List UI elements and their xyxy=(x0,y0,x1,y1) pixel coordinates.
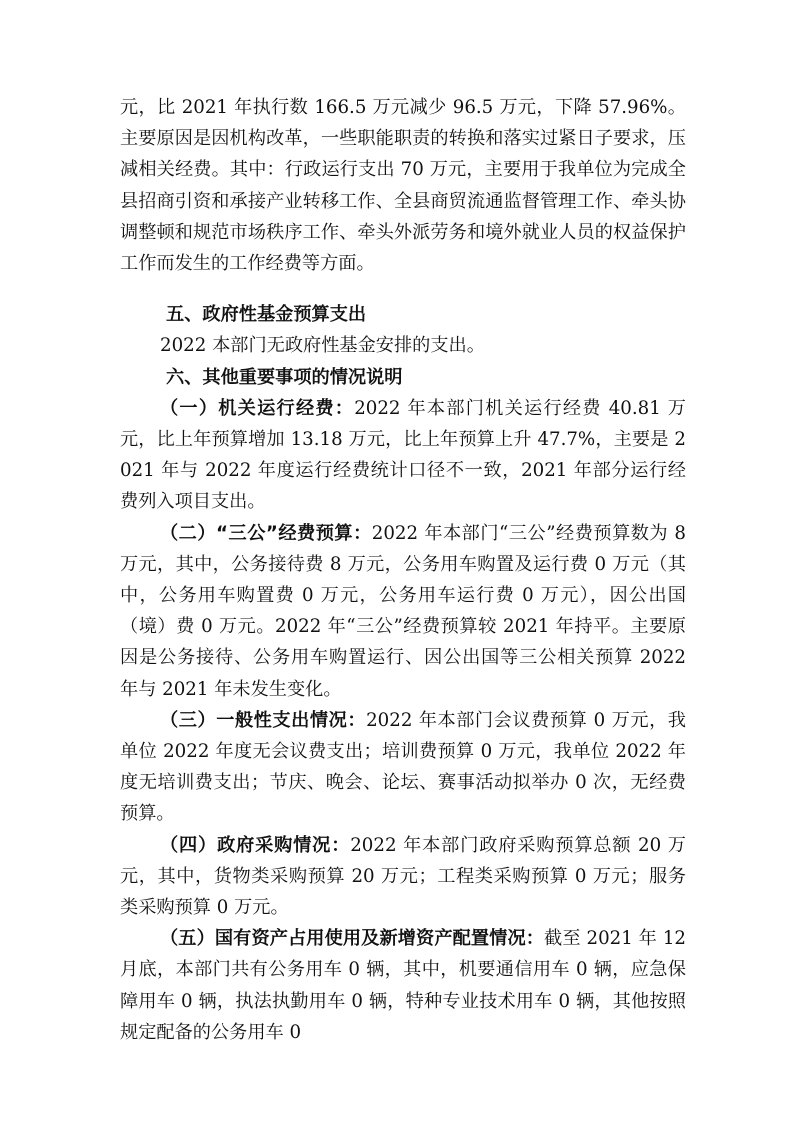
paragraph-gap xyxy=(120,279,686,299)
paragraph-general-expenditure xyxy=(120,705,686,830)
text-state-assets: 截至 2021 年 12 月底，本部门共有公务用车 0 辆，其中，机要通信用车 0 辆，应急保障用车 0 辆，执法执勤用车 0 辆，特种专业技术用车 0 辆，其他按照规定配备的公务用车 0 xyxy=(120,928,686,1043)
paragraph-procurement xyxy=(120,830,686,924)
document-page xyxy=(120,92,686,1048)
subheading-procurement: （四）政府采购情况： xyxy=(160,834,351,856)
subheading-operating-costs: （一）机关运行经费： xyxy=(160,397,355,419)
paragraph-three-public xyxy=(120,518,686,705)
section-heading-other-matters: 六、其他重要事项的情况说明 xyxy=(166,366,403,388)
subheading-state-assets: （五）国有资产占用使用及新增资产配置情况： xyxy=(160,928,545,950)
section-heading-gov-fund: 五、政府性基金预算支出 xyxy=(166,304,367,326)
paragraph-expenditure-detail: 元，比 2021 年执行数 166.5 万元减少 96.5 万元，下降 57.96%。主要原因是因机构改革，一些职能职责的转换和落实过紧日子要求，压减相关经费。其中：行政运行支出 70 万元，主要用于我单位为完成全县招商引资和承接产业转移工作、全县商贸流通监督管理工作、牵头协调整顿和规范市场秩序工作、牵头外派劳务和境外就业人员的权益保护工作而发生的工作经费等方面。 xyxy=(120,97,686,275)
paragraph-state-assets xyxy=(120,923,686,1048)
subheading-general-expenditure: （三）一般性支出情况： xyxy=(160,709,367,731)
text-general-expenditure: 2022 年本部门会议费预算 0 万元，我单位 2022 年度无会议费支出；培训费预算 0 万元，我单位 2022 年度无培训费支出；节庆、晚会、论坛、赛事活动拟举办 0 次，无经费预算。 xyxy=(120,709,686,825)
text-three-public: 2022 年本部门“三公”经费预算数为 8 万元，其中，公务接待费 8 万元，公务用车购置及运行费 0 万元（其中，公务用车购置费 0 万元，公务用车运行费 0 万元），因公出国（境）费 0 万元。2022 年“三公”经费预算较 2021 年持平。主要原因是公务接待、公务用车购置运行、因公出国等三公相关预算 2022 年与 2021 年未发生变化。 xyxy=(120,522,686,700)
text-operating-costs: 2022 年本部门机关运行经费 40.81 万元，比上年预算增加 13.18 万元，比上年预算上升 47.7%，主要是 2021 年与 2022 年度运行经费统计口径不一致，2021 年部分运行经费列入项目支出。 xyxy=(120,397,686,513)
subheading-three-public: （二）“三公”经费预算： xyxy=(160,522,372,544)
text-procurement: 2022 年本部门政府采购预算总额 20 万元，其中，货物类采购预算 20 万元；工程类采购预算 0 万元；服务类采购预算 0 万元。 xyxy=(120,834,686,919)
paragraph-operating-costs xyxy=(120,393,686,518)
paragraph-gov-fund: 2022 本部门无政府性基金安排的支出。 xyxy=(160,335,485,357)
